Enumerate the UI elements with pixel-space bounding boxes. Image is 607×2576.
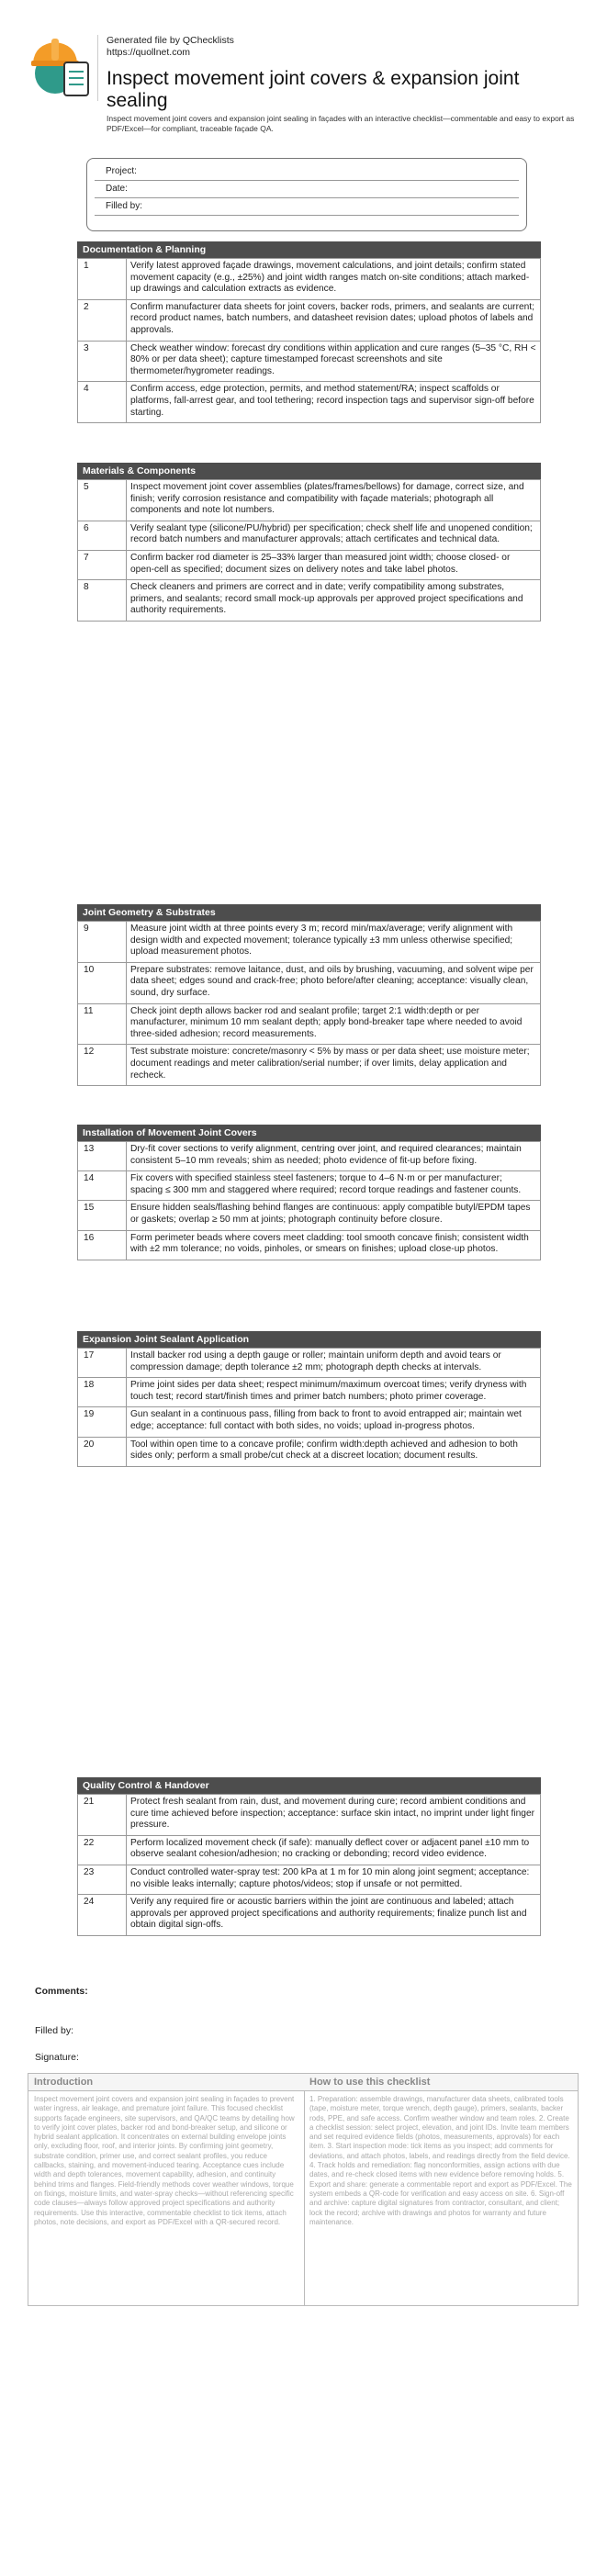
checklist-row[interactable] <box>78 1045 541 1086</box>
item-text: Protect fresh sealant from rain, dust, and movement during cure; record ambient conditions and cure time achieved before inspection; acceptance: surface skin intact, no imprint under light finger pressure. <box>127 1795 541 1836</box>
checklist-row[interactable] <box>78 299 541 341</box>
item-number: 23 <box>78 1865 127 1894</box>
item-number: 18 <box>78 1378 127 1407</box>
checklist-table <box>77 1141 541 1260</box>
checklist-row[interactable] <box>78 962 541 1003</box>
item-text: Tool within open time to a concave profile; confirm width:depth achieved and adhesion to both sides only; perform a small probe/cut check at a discreet location; document results. <box>127 1437 541 1466</box>
header-divider <box>97 35 98 101</box>
item-number: 19 <box>78 1407 127 1437</box>
item-text: Measure joint width at three points every 3 m; record min/max/average; verify alignment with design width and expected movement; tolerance typically ±3 mm unless otherwise specified; upload measurement photos. <box>127 922 541 963</box>
comments-label: Comments: <box>35 1986 88 1997</box>
item-number: 17 <box>78 1349 127 1378</box>
item-text: Test substrate moisture: concrete/masonry < 5% by mass or per data sheet; use moisture meter; document readings and meter calibration/serial number; if over limits, delay application and recheck. <box>127 1045 541 1086</box>
section-quality-control-handover <box>77 1777 541 1936</box>
intro-howto-panel <box>28 2073 579 2306</box>
item-number: 2 <box>78 299 127 341</box>
item-text: Prepare substrates: remove laitance, dust, and oils by brushing, vacuuming, and solvent wipe per data sheet; edges sound and crack-free; photo before/after cleaning; acceptance: visually clean, sound, dry surface. <box>127 962 541 1003</box>
item-text: Install backer rod using a depth gauge or roller; maintain uniform depth and avoid tears or compression damage; depth tolerance ±2 mm; photograph depth checks at intervals. <box>127 1349 541 1378</box>
item-text: Prime joint sides per data sheet; respect minimum/maximum overcoat times; verify dryness with touch test; record start/finish times and primer batch numbers; photo primer coverage. <box>127 1378 541 1407</box>
generated-by: Generated file by QChecklists <box>107 35 234 46</box>
item-text: Form perimeter beads where covers meet cladding: tool smooth concave finish; consistent width with ±2 mm tolerance; no voids, pinholes, or smears on finishes; upload close-up photos. <box>127 1230 541 1260</box>
checklist-row[interactable] <box>78 1795 541 1836</box>
item-number: 5 <box>78 480 127 521</box>
item-number: 16 <box>78 1230 127 1260</box>
filled-by-label: Filled by: <box>35 2025 74 2036</box>
section-joint-geometry-substrates <box>77 904 541 1086</box>
checklist-row[interactable] <box>78 1142 541 1171</box>
howto-column <box>304 2074 578 2305</box>
checklist-table <box>77 258 541 423</box>
project-field[interactable]: Project: <box>95 163 519 181</box>
checklist-table <box>77 921 541 1086</box>
qchecklists-logo <box>28 35 92 99</box>
checklist-row[interactable] <box>78 1437 541 1466</box>
section-documentation-planning <box>77 241 541 423</box>
item-text: Check weather window: forecast dry conditions within application and cure ranges (5–35 °C, RH < 80% or per data sheet); capture timestamped forecast screenshots and site thermometer/hygrometer readings. <box>127 341 541 382</box>
item-number: 21 <box>78 1795 127 1836</box>
checklist-row[interactable] <box>78 521 541 550</box>
item-number: 3 <box>78 341 127 382</box>
project-info-box <box>86 158 527 231</box>
item-number: 4 <box>78 382 127 423</box>
checklist-row[interactable] <box>78 580 541 622</box>
howto-text: 1. Preparation: assemble drawings, manufacturer data sheets, calibrated tools (tape, moisture meter, torque wrench, depth gauge), primers, sealants, backer rods, PPE, and safe access. Confirm weather window and team roles. 2. Create a checklist session: select project, elevation, and joint IDs. Invite team members and set required evidence fields (photos, measurements, approvals) for each item. 3. Start inspection mode: tick items as you inspect; add comments for deviations, and attach photos, labels, and readings directly from the field device. 4. Track holds and remediation: flag nonconformities, assign actions with due dates, and re-check closed items with new evidence before removing holds. 5. Export and share: generate a commentable report and export as PDF/Excel. The system embeds a QR-code for verification and easy access on site. 6. Sign-off and archive: capture digital signatures from contractor, consultant, and client; lock the record; archive with drawings and photos for warranty and future maintenance. <box>309 2095 572 2226</box>
item-number: 6 <box>78 521 127 550</box>
introduction-title: Introduction <box>28 2074 304 2091</box>
checklist-row[interactable] <box>78 1835 541 1865</box>
checklist-row[interactable] <box>78 1230 541 1260</box>
checklist-row[interactable] <box>78 1349 541 1378</box>
checklist-table <box>77 1794 541 1936</box>
checklist-row[interactable] <box>78 1003 541 1045</box>
page-subtitle: Inspect movement joint covers and expansion joint sealing in façades with an interactive checklist—commentable and easy to export as PDF/Excel—for compliant, traceable façade QA. <box>107 114 575 133</box>
checklist-row[interactable] <box>78 1865 541 1894</box>
checklist-row[interactable] <box>78 550 541 579</box>
item-number: 13 <box>78 1142 127 1171</box>
header-meta <box>107 35 234 59</box>
checklist-row[interactable] <box>78 480 541 521</box>
section-heading: Materials & Components <box>77 463 541 479</box>
checklist-row[interactable] <box>78 259 541 300</box>
checklist-row[interactable] <box>78 1171 541 1201</box>
item-number: 9 <box>78 922 127 963</box>
page-title: Inspect movement joint covers & expansion joint sealing <box>107 68 520 111</box>
checklist-row[interactable] <box>78 341 541 382</box>
item-text: Perform localized movement check (if safe): manually deflect cover or adjacent panel ±10 mm to observe sealant cohesion/adhesion; no cracking or debonding; record video evidence. <box>127 1835 541 1865</box>
item-number: 12 <box>78 1045 127 1086</box>
item-number: 24 <box>78 1895 127 1936</box>
item-text: Verify sealant type (silicone/PU/hybrid) per specification; check shelf life and unopened condition; record batch numbers and manufacturer approvals; attach certificates and technical data. <box>127 521 541 550</box>
checklist-row[interactable] <box>78 382 541 423</box>
item-text: Check joint depth allows backer rod and sealant profile; target 2:1 width:depth or per manufacturer, minimum 10 mm sealant depth; apply bond-breaker tape where needed to avoid three-sided adhesion; record measurements. <box>127 1003 541 1045</box>
checklist-row[interactable] <box>78 1407 541 1437</box>
section-heading: Expansion Joint Sealant Application <box>77 1331 541 1348</box>
item-text: Verify any required fire or acoustic barriers within the joint are continuous and labeled; attach approvals per approved project specifications and authority requirements; finalize punch list and obtain digital sign-offs. <box>127 1895 541 1936</box>
date-field[interactable]: Date: <box>95 181 519 198</box>
item-text: Confirm manufacturer data sheets for joint covers, backer rods, primers, and sealants are current; record product names, batch numbers, and datasheet revision dates; upload photos of labels and approvals. <box>127 299 541 341</box>
checklist-row[interactable] <box>78 922 541 963</box>
checklist-row[interactable] <box>78 1378 541 1407</box>
item-text: Conduct controlled water-spray test: 200 kPa at 1 m for 10 min along joint segment; acceptance: no visible leaks internally; capture photos/videos; stop if unsafe or not permitted. <box>127 1865 541 1894</box>
item-number: 20 <box>78 1437 127 1466</box>
item-text: Check cleaners and primers are correct and in date; verify compatibility among substrates, primers, and sealants; record small mock-up approvals per approved project specifications and authority requirements. <box>127 580 541 622</box>
item-number: 8 <box>78 580 127 622</box>
item-number: 14 <box>78 1171 127 1201</box>
section-sealant-application <box>77 1331 541 1467</box>
section-installation-covers <box>77 1125 541 1260</box>
item-number: 7 <box>78 550 127 579</box>
item-number: 15 <box>78 1201 127 1230</box>
item-text: Fix covers with specified stainless steel fasteners; torque to 4–6 N·m or per manufacturer; spacing ≤ 300 mm and staggered where required; record torque readings and fastener counts. <box>127 1171 541 1201</box>
section-heading: Joint Geometry & Substrates <box>77 904 541 921</box>
signature-label: Signature: <box>35 2052 79 2063</box>
item-text: Inspect movement joint cover assemblies (plates/frames/bellows) for damage, correct size, and finish; verify corrosion resistance and compatibility with façade materials; photograph all components and note lot numbers. <box>127 480 541 521</box>
checklist-table <box>77 479 541 622</box>
item-text: Confirm backer rod diameter is 25–33% larger than measured joint width; choose closed- or open-cell as specified; document sizes on delivery notes and take label photos. <box>127 550 541 579</box>
checklist-row[interactable] <box>78 1895 541 1936</box>
item-text: Ensure hidden seals/flashing behind flanges are continuous: apply compatible butyl/EPDM tapes or gaskets; overlap ≥ 50 mm at joints; photograph continuity before closure. <box>127 1201 541 1230</box>
checklist-row[interactable] <box>78 1201 541 1230</box>
item-number: 11 <box>78 1003 127 1045</box>
howto-title: How to use this checklist <box>304 2074 578 2091</box>
item-number: 22 <box>78 1835 127 1865</box>
filled-by-field[interactable]: Filled by: <box>95 198 519 216</box>
item-text: Verify latest approved façade drawings, movement calculations, and joint details; confirm stated movement capacity (e.g., ±25%) and joint width ranges match on-site conditions; attach marked-up drawings and calculation extracts as evidence. <box>127 259 541 300</box>
section-heading: Quality Control & Handover <box>77 1777 541 1794</box>
section-heading: Installation of Movement Joint Covers <box>77 1125 541 1141</box>
section-heading: Documentation & Planning <box>77 241 541 258</box>
source-url[interactable]: https://quollnet.com <box>107 47 191 58</box>
item-number: 10 <box>78 962 127 1003</box>
item-text: Confirm access, edge protection, permits, and method statement/RA; inspect scaffolds or platforms, fall-arrest gear, and tool tethering; record inspection tags and supervisor sign-off before starting. <box>127 382 541 423</box>
item-number: 1 <box>78 259 127 300</box>
item-text: Gun sealant in a continuous pass, filling from back to front to avoid entrapped air; maintain wet edge; acceptance: full contact with both sides, no voids; upload in-progress photos. <box>127 1407 541 1437</box>
item-text: Dry-fit cover sections to verify alignment, centring over joint, and required clearances; maintain consistent 5–10 mm reveals; shim as needed; photo evidence of fit-up before fixing. <box>127 1142 541 1171</box>
checklist-table <box>77 1348 541 1467</box>
section-materials-components <box>77 463 541 622</box>
introduction-column <box>28 2074 305 2305</box>
introduction-text: Inspect movement joint covers and expansion joint sealing in façades to prevent water ingress, air leakage, and premature joint failure. This focused checklist supports façade engineers, site supervisors, and QA/QC teams by detailing how to verify joint cover plates, backer rod and bond-breaker setup, and silicone or hybrid sealant application. It concentrates on external building envelope joints only, excluding floor, roof, and interior joints. By confirming joint geometry, substrate condition, primer use, and correct sealant profiles, you reduce callbacks, staining, and movement-induced tearing. Acceptance cues include width and depth tolerances, movement capability, adhesion, and continuity behind trims and flanges. Field-friendly methods cover weather windows, torque on fixings, moisture limits, and water-spray checks—without referencing specific code clauses—always follow approved project specifications and authority requirements. Use this interactive, commentable checklist to tick items, attach photos, note decisions, and export as PDF/Excel with a QR-secured record. <box>34 2095 295 2226</box>
